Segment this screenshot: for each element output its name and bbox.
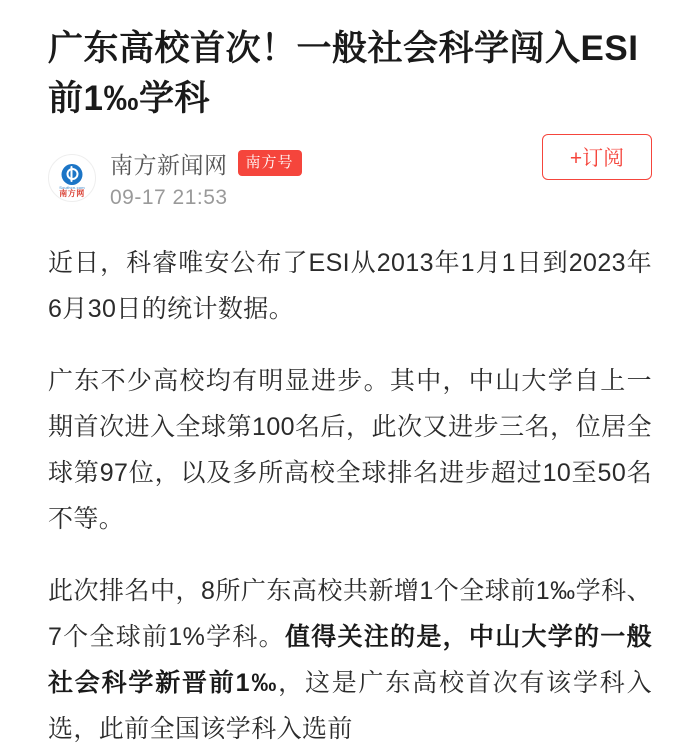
page-title: 广东高校首次！一般社会科学闯入ESI前1‰学科 [48,29,639,118]
avatar-label-text: 南方网 [59,189,85,198]
globe-icon [62,164,83,185]
body-text: 近日，科睿唯安公布了ESI从2013年1月1日到2023年6月30日的统计数据。 [48,249,652,323]
body-text: ，这是广东高校首次有该学科入选，此前全国该学科入选前 [48,669,652,743]
article-body [48,240,652,752]
source-name[interactable]: 南方新闻网 [110,151,228,178]
paragraph [48,568,652,752]
paragraph [48,240,652,332]
subscribe-button[interactable]: +订阅 [542,134,652,180]
publish-time: 09-17 21:53 [110,185,228,209]
emphasis-text: 值得关注的是，中山大学的一般社会科学新晋前1‰ [48,623,652,697]
avatar[interactable] [48,154,96,202]
paragraph [48,358,652,542]
source-meta [110,147,302,210]
body-text: 此次排名中，8所广东高校共新增1个全球前1‰学科、7个全球前1%学科。 [48,577,652,651]
body-text: 广东不少高校均有明显进步。其中，中山大学自上一期首次进入全球第100名后，此次又进步三名，位居全球第97位，以及多所高校全球排名进步超过10至50名不等。 [48,367,652,533]
avatar-site-text: Southcn.com [59,185,85,190]
source-badge: 南方号 [238,150,302,176]
source-name-line [110,147,302,180]
